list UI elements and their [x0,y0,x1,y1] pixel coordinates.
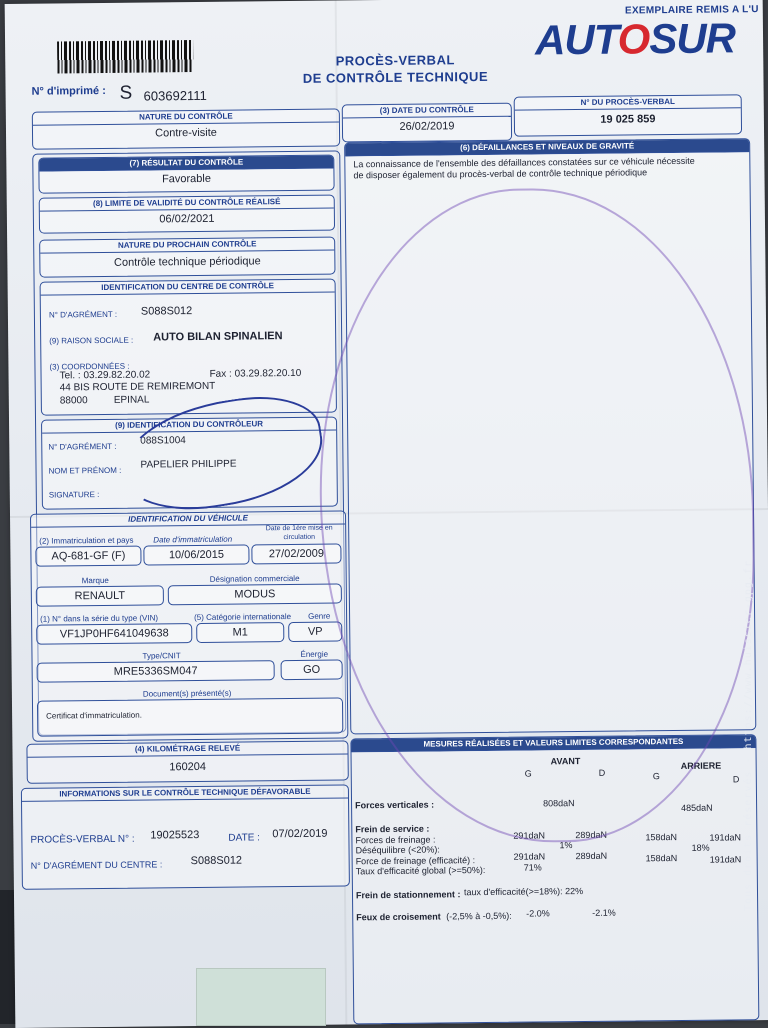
date-immat-label: Date d'immatriculation [153,534,233,545]
defavorable-centre-value: S088S012 [190,854,243,868]
fe-avant-g: 291daN [513,851,546,862]
energie-value: GO [303,663,321,676]
defavorable-label: INFORMATIONS SUR LE CONTRÔLE TECHNIQUE DÉFAVORABLE [22,785,348,801]
defavorable-date-value: 07/02/2019 [272,827,328,841]
defavorable-box [21,784,350,889]
prochain-label: NATURE DU PROCHAIN CONTRÔLE [40,238,334,254]
defavorable-pv-label: PROCÈS-VERBAL N° : [30,833,135,846]
vin-field [36,623,192,645]
kilometrage-label: (4) KILOMÉTRAGE RELEVÉ [27,741,347,757]
imprime-number: 603692111 [143,87,207,104]
centre-tel: Tel. : 03.29.82.20.02 [59,369,151,382]
logo-text-right: SUR [649,14,736,63]
designation-field [168,583,342,605]
coordonnees-label: (3) COORDONNÉES : [49,361,130,372]
documents-value: Certificat d'immatriculation. [46,710,142,721]
vin-label: (1) N° dans la série du type (VIN) [40,613,159,624]
document-title [275,51,515,88]
energie-field [281,659,343,680]
underlying-card [196,968,326,1026]
logo-text-left: AUT [534,15,618,64]
prochain-box [39,237,335,278]
date-mec-value: 27/02/2009 [268,547,325,561]
mesures-label: MESURES RÉALISÉES ET VALEURS LIMITES CORRESPONDANTES [351,735,755,752]
ff-arriere-g: 158daN [645,832,678,843]
defavorable-pv-value: 19025523 [150,829,200,842]
centre-fax: Fax : 03.29.82.20.10 [209,367,302,380]
defaillances-text-2: de disposer également du procès-verbal de contrôle technique périodique [353,167,648,181]
energie-label: Énergie [300,649,329,659]
arriere-g-label: G [652,771,660,782]
resultat-box [38,155,334,194]
centre-label: IDENTIFICATION DU CENTRE DE CONTRÔLE [41,280,335,296]
marque-field [36,585,164,606]
numero-pv-label: N° DU PROCÈS-VERBAL [515,95,741,110]
resultat-value: Favorable [161,172,212,186]
categorie-value: M1 [232,626,248,639]
fe-arriere-d: 191daN [709,854,742,865]
centre-cp: 88000 [59,395,88,407]
forces-freinage-label: Forces de freinage : [355,834,436,846]
categorie-label: (5) Catégorie internationale [194,612,292,623]
document-sheet [5,0,768,1028]
desequilibre-avant: 1% [559,840,573,851]
nature-controle-label: NATURE DU CONTRÔLE [33,110,339,126]
force-efficacite-label: Force de freinage (efficacité) : [355,855,476,867]
numero-pv-box [514,94,742,136]
imprime-series: S [119,82,133,104]
taux-efficacite-value: 71% [523,862,542,873]
controleur-nom-value: PAPELIER PHILIPPE [140,458,237,471]
date-immat-value: 10/06/2015 [168,548,225,562]
limite-value: 06/02/2021 [159,212,215,226]
exemplaire-note: EXEMPLAIRE REMIS A L'U [624,4,759,17]
designation-label: Désignation commerciale [209,573,300,584]
immat-field [35,546,141,567]
immat-value: AQ-681-GF (F) [51,549,126,563]
vin-value: VF1JP0HF641049638 [59,627,169,641]
centre-box [40,279,337,416]
arriere-d-label: D [732,774,740,785]
genre-value: VP [307,625,323,638]
controleur-nom-label: NOM ET PRÉNOM : [48,465,122,476]
fe-avant-d: 289daN [575,850,608,862]
imprime-label: N° d'imprimé : [31,84,106,98]
fv-arriere-value: 485daN [681,802,713,813]
controleur-agrement-label: N° D'AGRÉMENT : [48,441,117,452]
prochain-value: Contrôle technique périodique [113,255,261,269]
logo-text-o: O [617,15,650,63]
avant-label: AVANT [550,756,581,767]
frein-service-label: Frein de service : [355,823,430,835]
taux-efficacite-label: Taux d'efficacité global (>=50%): [355,865,486,877]
documents-field [37,697,343,736]
date-controle-label: (3) DATE DU CONTRÔLE [343,104,511,119]
immat-label: (2) Immatriculation et pays [39,535,134,546]
date-immat-field [143,544,249,565]
feux-droite: -2.1% [592,907,616,918]
fe-arriere-g: 158daN [645,853,678,864]
title-line-1: PROCÈS-VERBAL [335,52,455,69]
raison-sociale-value: AUTO BILAN SPINALIEN [153,330,283,344]
defaillances-text-1: La connaissance de l'ensemble des défaillances constatées sur ce véhicule nécessite [353,155,695,170]
marque-label: Marque [81,575,109,586]
genre-label: Genre [308,611,331,621]
numero-pv-value: 19 025 859 [600,113,656,126]
avant-g-label: G [524,768,532,779]
defavorable-date-label: DATE : [228,832,260,844]
feux-limits: (-2,5% à -0,5%): [446,910,512,922]
vehicule-box [30,510,348,741]
barcode [57,40,193,73]
stationnement-label: Frein de stationnement : [355,889,461,901]
arriere-label: ARRIERE [680,760,722,771]
forces-verticales-label: Forces verticales : [355,799,435,811]
categorie-field [196,622,284,643]
feux-gauche: -2.0% [526,908,550,919]
defavorable-centre-label: N° D'AGRÉMENT DU CENTRE : [30,859,163,871]
marque-value: RENAULT [74,589,126,603]
date-controle-box [342,103,512,143]
autosur-logo [535,14,735,64]
type-label: Type/CNIT [142,651,181,661]
signature-label: SIGNATURE : [48,490,100,500]
avant-d-label: D [598,767,606,778]
ff-avant-d: 289daN [575,829,607,841]
nature-controle-box [32,108,340,149]
nature-controle-value: Contre-visite [155,126,217,140]
limite-label: (8) LIMITE DE VALIDITÉ DU CONTRÔLE RÉALISÉ [40,196,334,212]
type-value: MRE5336SM047 [113,665,198,678]
vehicule-label: IDENTIFICATION DU VÉHICULE [31,511,345,527]
watermark-text: Tous droits réservés - https://www.huissier-gpg.fr [743,560,754,912]
centre-ville: EPINAL [113,394,150,406]
centre-agrement-label: N° D'AGRÉMENT : [48,309,118,320]
controleur-agrement-value: 088S1004 [140,435,186,447]
date-mec-label: Date de 1ère mise en circulation [265,524,333,542]
centre-agrement-value: S088S012 [140,305,193,318]
kilometrage-box [26,740,348,783]
ff-arriere-d: 191daN [709,832,742,843]
stationnement-detail: taux d'efficacité(>=18%): 22% [463,885,584,898]
limite-box [39,195,335,234]
genre-field [288,621,342,642]
date-controle-value: 26/02/2019 [399,120,455,133]
title-line-2: DE CONTRÔLE TECHNIQUE [302,68,489,86]
raison-sociale-label: (9) RAISON SOCIALE : [49,335,134,346]
designation-value: MODUS [234,588,276,601]
controleur-label: (9) IDENTIFICATION DU CONTRÔLEUR [42,418,336,434]
desequilibre-arriere: 18% [691,842,710,853]
documents-label: Document(s) présenté(s) [142,688,232,699]
kilometrage-value: 160204 [169,760,207,774]
resultat-label: (7) RÉSULTAT DU CONTRÔLE [39,156,333,172]
ff-avant-g: 291daN [513,830,545,841]
feux-croisement-label: Feux de croisement [356,911,441,923]
fv-avant-value: 808daN [543,798,575,809]
type-field [37,660,275,682]
defaillances-label: (6) DÉFAILLANCES ET NIVEAUX DE GRAVITÉ [345,139,749,156]
desequilibre-label: Déséquilibre (<20%): [355,844,440,856]
centre-adresse: 44 BIS ROUTE DE REMIREMONT [59,380,216,394]
